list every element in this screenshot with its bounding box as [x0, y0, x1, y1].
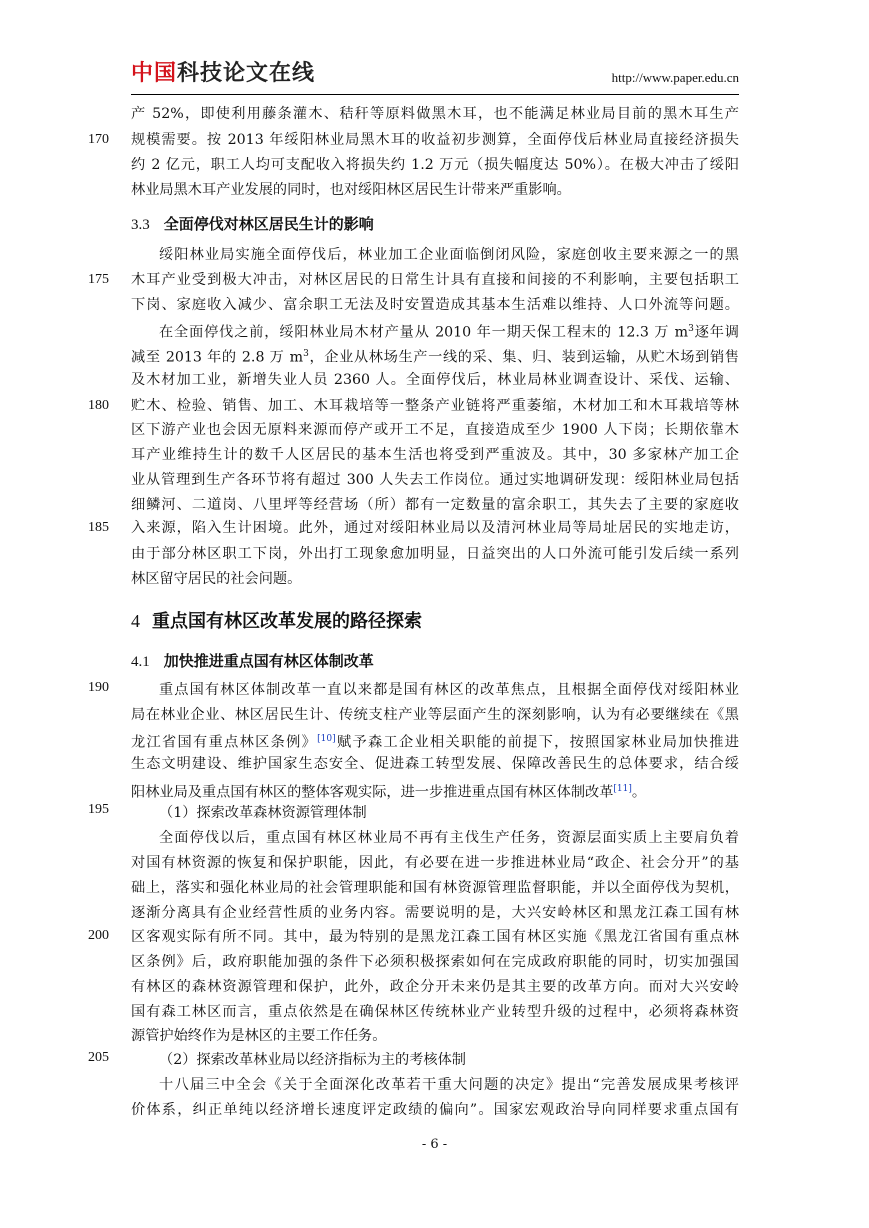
- text-line: 区条例》后，政府职能加强的条件下必须积极探索如何在完成政府职能的同时，切实加强国: [131, 954, 739, 970]
- text-line: 入来源，陷入生计困境。此外，通过对绥阳林业局以及清河林业局等局址居民的实地走访，: [131, 520, 739, 536]
- text-line: 全面停伐以后，重点国有林区林业局不再有主伐生产任务，资源层面实质上主要肩负着: [159, 830, 739, 846]
- chapter-title: 重点国有林区改革发展的路径探索: [152, 611, 422, 632]
- text-segment: 赋予森工企业相关职能的前提下，按照国家林业局加快推进: [335, 734, 739, 751]
- text-line: [131, 344, 739, 368]
- page-header: [131, 60, 739, 92]
- text-segment: 减至 2013 年的 2.8 万 m: [131, 349, 304, 366]
- text-line: 生态文明建设、维护国家生态安全、促进森工转型发展、保障改善民生的总体要求，结合绥: [131, 756, 739, 772]
- line-number: 170: [88, 132, 109, 147]
- section-number: 3.3: [131, 217, 150, 233]
- section-title: 全面停伐对林区居民生计的影响: [163, 215, 374, 233]
- text-segment: 。: [631, 784, 647, 801]
- text-line: 重点国有林区体制改革一直以来都是国有林区的改革焦点，且根据全面停伐对绥阳林业: [159, 682, 739, 698]
- text-line: 逐渐分离具有企业经营性质的业务内容。需要说明的是，大兴安岭林区和黑龙江森工国有林: [131, 905, 739, 921]
- text-line: 贮木、检验、销售、加工、木耳栽培等一整条产业链将严重萎缩，木材加工和木耳栽培等林: [131, 398, 739, 414]
- text-line: 约 2 亿元，职工人均可支配收入将损失约 1.2 万元（损失幅度达 50%）。在极大冲击了绥阳: [131, 157, 739, 173]
- chapter-heading-4: [131, 607, 422, 633]
- text-line: 区下游产业也会因无原料来源而停产或开工不足，直接造成至少 1900 人下岗；长期依靠木: [131, 422, 739, 438]
- citation-link[interactable]: [11]: [613, 784, 632, 794]
- section-number: 4.1: [131, 654, 150, 670]
- header-url[interactable]: http://www.paper.edu.cn: [611, 70, 739, 85]
- text-line: 有林区的森林资源管理和保护，此外，政企分开未来仍是其主要的改革方向。而对大兴安岭: [131, 979, 739, 995]
- citation-link[interactable]: [10]: [317, 734, 336, 744]
- text-line: 耳产业维持生计的数千人区居民的基本生活也将受到严重波及。其中，30 多家林产加工企: [131, 447, 739, 463]
- line-number: 180: [88, 398, 109, 413]
- text-line: 绥阳林业局实施全面停伐后，林业加工企业面临倒闭风险，家庭创收主要来源之一的黑: [159, 247, 739, 263]
- line-number: 205: [88, 1050, 109, 1065]
- chapter-number: 4: [131, 611, 140, 631]
- text-line: 由于部分林区职工下岗，外出打工现象愈加明显，日益突出的人口外流可能引发后续一系列: [131, 546, 739, 562]
- line-number: 195: [88, 802, 109, 817]
- line-number: 190: [88, 680, 109, 695]
- text-line: 局在林业企业、林区居民生计、传统支柱产业等层面产生的深刻影响，认为有必要继续在《黑: [131, 707, 739, 723]
- superscript: 3: [688, 324, 694, 334]
- logo-red-part: 中国: [131, 61, 178, 86]
- text-line: [131, 729, 739, 753]
- section-title: 加快推进重点国有林区体制改革: [163, 652, 374, 670]
- text-line: 林业局黑木耳产业发展的同时，也对绥阳林区居民生计带来严重影响。: [131, 182, 571, 198]
- text-line: 础上，落实和强化林业局的社会管理职能和国有林资源管理监督职能，并以全面停伐为契机，: [131, 880, 739, 896]
- header-rule: [131, 94, 739, 95]
- text-line: 业从管理到生产各环节将有超过 300 人失去工作岗位。通过实地调研发现：绥阳林业局包括: [131, 472, 739, 488]
- text-segment: 逐年调: [693, 324, 739, 341]
- section-heading-4-1: [131, 650, 374, 671]
- text-line: 细鳞河、二道岗、八里坪等经营场（所）都有一定数量的富余职工，其失去了主要的家庭收: [131, 497, 739, 513]
- text-line: 国有森工林区而言，重点依然是在确保林区传统林业产业转型升级的过程中，必须将森林资: [131, 1004, 739, 1020]
- text-segment: ，企业从林场生产一线的采、集、归、装到运输，从贮木场到销售: [308, 349, 739, 366]
- logo-dark-part: 科技论文在线: [177, 61, 316, 86]
- text-line: 产 52%，即使利用藤条灌木、秸秆等原料做黑木耳，也不能满足林业局目前的黑木耳生产: [131, 106, 739, 122]
- superscript: 3: [303, 349, 309, 359]
- journal-logo: [131, 60, 315, 88]
- text-line: [159, 319, 739, 343]
- line-number: 185: [88, 520, 109, 535]
- text-line: 对国有林资源的恢复和保护职能，因此，有必要在进一步推进林业局“政企、社会分开”的基: [131, 855, 739, 871]
- text-segment: 阳林业局及重点国有林区的整体客观实际，进一步推进重点国有林区体制改革: [131, 784, 614, 801]
- subheading: （2）探索改革林业局以经济指标为主的考核体制: [159, 1052, 466, 1068]
- line-number: 200: [88, 928, 109, 943]
- text-line: 十八届三中全会《关于全面深化改革若干重大问题的决定》提出“完善发展成果考核评: [159, 1077, 739, 1093]
- text-line: 区客观实际有所不同。其中，最为特别的是黑龙江森工国有林区实施《黑龙江省国有重点林: [131, 929, 739, 945]
- text-line: 下岗、家庭收入减少、富余职工无法及时安置造成其基本生活难以维持、人口外流等问题。: [131, 297, 739, 313]
- subheading: （1）探索改革森林资源管理体制: [159, 805, 367, 821]
- page-number: - 6 -: [421, 1137, 448, 1152]
- text-line: 木耳产业受到极大冲击，对林区居民的日常生计具有直接和间接的不利影响，主要包括职工: [131, 272, 739, 288]
- text-segment: 龙江省国有重点林区条例》: [131, 734, 318, 751]
- line-number: 175: [88, 272, 109, 287]
- text-line: 规模需要。按 2013 年绥阳林业局黑木耳的收益初步测算，全面停伐后林业局直接经济损失: [131, 132, 739, 148]
- text-line: [131, 779, 739, 803]
- text-line: 林区留守居民的社会问题。: [131, 571, 302, 587]
- text-line: 源管护始终作为是林区的主要工作任务。: [131, 1028, 387, 1044]
- text-line: 价体系，纠正单纯以经济增长速度评定政绩的偏向”。国家宏观政治导向同样要求重点国有: [131, 1102, 739, 1118]
- text-line: 及木材加工业，新增失业人员 2360 人。全面停伐后，林业局林业调查设计、采伐、运输、: [131, 372, 739, 388]
- text-segment: 在全面停伐之前，绥阳林业局木材产量从 2010 年一期天保工程末的 12.3 万 m: [159, 324, 689, 341]
- section-heading-3-3: [131, 213, 374, 234]
